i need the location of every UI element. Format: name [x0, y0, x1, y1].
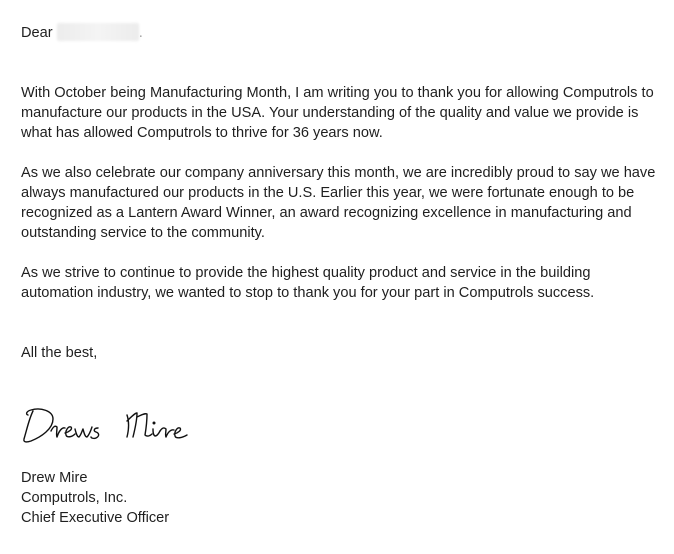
redacted-recipient-name — [57, 23, 139, 41]
body-paragraph-3: As we strive to continue to provide the highest quality product and service in the building automation industry, we wanted to stop to thank you for your part in Computrols success. — [21, 265, 595, 301]
body-paragraph-1: With October being Manufacturing Month, I am writing you to thank you for allowing Computrols to manufacture our products in the USA. Your understanding of the quality and value we provide is what has allowed Computrols to thrive for 36 years now. — [21, 85, 654, 141]
sender-title: Chief Executive Officer — [21, 510, 170, 526]
body-paragraph-2: As we also celebrate our company anniversary this month, we are incredibly proud to say we have always manufactured our products in the U.S. Earlier this year, we were fortunate enough to be recognized as a Lantern Award Winner, an award recognizing excellence in manufacturing and outstanding service to the community. — [21, 165, 656, 241]
signature-image — [19, 401, 199, 451]
letter — [21, 23, 661, 528]
sender-company: Computrols, Inc. — [21, 490, 128, 506]
greeting-line — [21, 23, 661, 43]
handwritten-signature — [21, 401, 221, 461]
closing-line: All the best, — [21, 345, 98, 361]
sender-block — [21, 468, 661, 528]
greeting-punctuation: . — [138, 25, 143, 41]
salutation: Dear — [21, 25, 53, 41]
sender-name: Drew Mire — [21, 470, 88, 486]
